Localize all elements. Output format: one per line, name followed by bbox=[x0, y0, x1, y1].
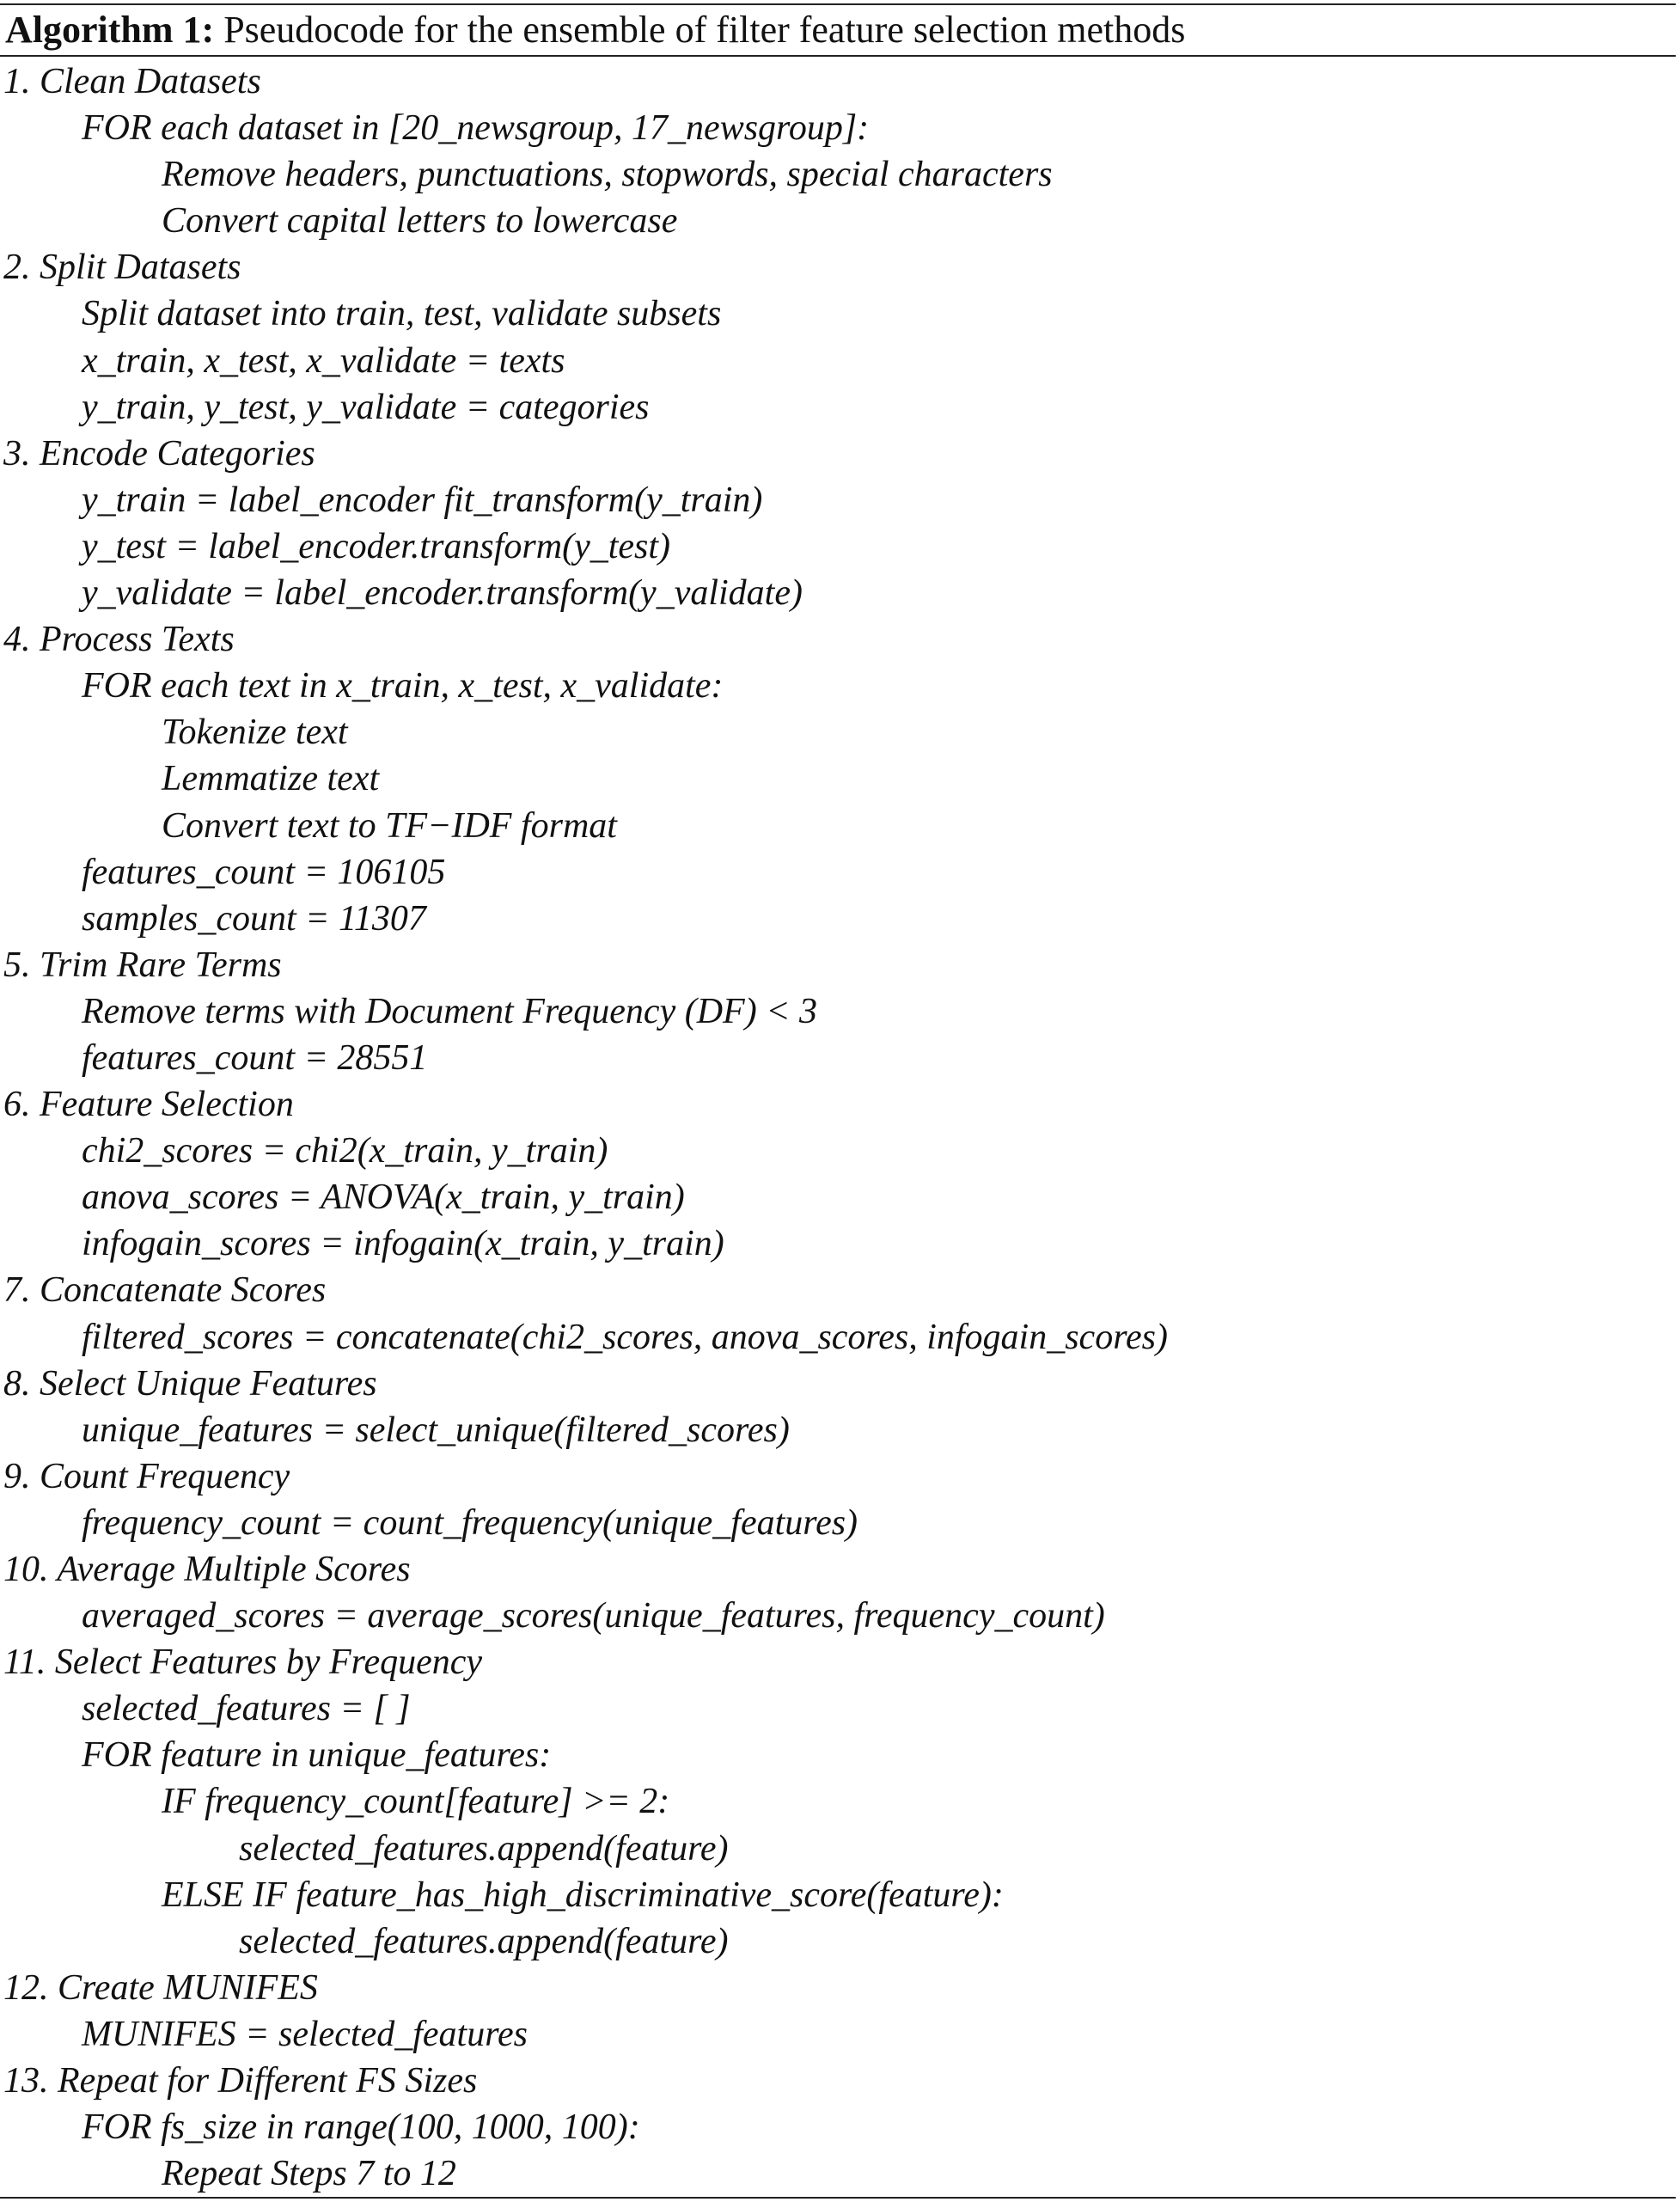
pseudocode-line: FOR feature in unique_features: bbox=[82, 1735, 552, 1776]
algorithm-caption bbox=[0, 5, 1680, 55]
pseudocode-line: Convert text to TF−IDF format bbox=[162, 805, 617, 846]
algorithm-box bbox=[0, 3, 1680, 2199]
pseudocode-line: frequency_count = count_frequency(unique_features) bbox=[82, 1502, 858, 1543]
pseudocode-line: y_train = label_encoder fit_transform(y_train) bbox=[82, 480, 763, 520]
pseudocode-line: y_test = label_encoder.transform(y_test) bbox=[82, 526, 671, 566]
algorithm-title: Pseudocode for the ensemble of filter feature selection methods bbox=[223, 9, 1186, 51]
pseudocode-step-heading: 12. Create MUNIFES bbox=[3, 1967, 318, 2008]
pseudocode-step-heading: 9. Count Frequency bbox=[3, 1456, 290, 1496]
pseudocode-line: unique_features = select_unique(filtered_scores) bbox=[82, 1410, 790, 1450]
bottom-rule bbox=[0, 2197, 1676, 2199]
pseudocode-line: features_count = 106105 bbox=[82, 852, 446, 892]
pseudocode-line: selected_features.append(feature) bbox=[239, 1828, 729, 1869]
pseudocode-step-heading: 7. Concatenate Scores bbox=[3, 1270, 327, 1311]
pseudocode-step-heading: 3. Encode Categories bbox=[3, 433, 315, 474]
pseudocode-line: Convert capital letters to lowercase bbox=[162, 201, 678, 242]
pseudocode-line: FOR each text in x_train, x_test, x_validate: bbox=[82, 666, 724, 706]
pseudocode-line: samples_count = 11307 bbox=[82, 898, 426, 939]
pseudocode-line: features_count = 28551 bbox=[82, 1037, 428, 1078]
pseudocode-line: FOR each dataset in [20_newsgroup, 17_newsgroup]: bbox=[82, 108, 870, 149]
algorithm-label: Algorithm 1: bbox=[5, 9, 215, 51]
pseudocode-line: Split dataset into train, test, validate subsets bbox=[82, 294, 722, 334]
pseudocode-step-heading: 10. Average Multiple Scores bbox=[3, 1550, 411, 1589]
pseudocode-step-heading: 4. Process Texts bbox=[3, 620, 235, 660]
pseudocode-step-heading: 8. Select Unique Features bbox=[3, 1363, 377, 1404]
pseudocode-line: Repeat Steps 7 to 12 bbox=[162, 2154, 456, 2194]
pseudocode-line: ELSE IF feature_has_high_discriminative_score(feature): bbox=[162, 1875, 1004, 1915]
pseudocode-line: filtered_scores = concatenate(chi2_scores, anova_scores, infogain_scores) bbox=[82, 1317, 1168, 1357]
pseudocode-step-heading: 1. Clean Datasets bbox=[3, 62, 261, 101]
pseudocode-step-heading: 2. Split Datasets bbox=[3, 248, 241, 288]
pseudocode-lines bbox=[0, 57, 1680, 2197]
pseudocode-line: FOR fs_size in range(100, 1000, 100): bbox=[82, 2107, 640, 2148]
pseudocode-step-heading: 13. Repeat for Different FS Sizes bbox=[3, 2061, 478, 2101]
pseudocode-line: averaged_scores = average_scores(unique_features, frequency_count) bbox=[82, 1596, 1105, 1636]
pseudocode-step-heading: 11. Select Features by Frequency bbox=[3, 1642, 483, 1683]
pseudocode-line: selected_features = [ ] bbox=[82, 1689, 411, 1729]
pseudocode-line: Tokenize text bbox=[162, 713, 348, 753]
pseudocode-line: y_train, y_test, y_validate = categories bbox=[82, 387, 650, 427]
pseudocode-line: anova_scores = ANOVA(x_train, y_train) bbox=[82, 1177, 685, 1218]
pseudocode-line: selected_features.append(feature) bbox=[239, 1921, 729, 1961]
pseudocode-line: y_validate = label_encoder.transform(y_validate) bbox=[82, 573, 803, 614]
pseudocode-line: MUNIFES = selected_features bbox=[82, 2014, 528, 2054]
pseudocode-line: IF frequency_count[feature] >= 2: bbox=[162, 1782, 670, 1822]
pseudocode-line: Remove headers, punctuations, stopwords, special characters bbox=[162, 155, 1053, 195]
pseudocode-line: chi2_scores = chi2(x_train, y_train) bbox=[82, 1131, 608, 1171]
pseudocode-step-heading: 5. Trim Rare Terms bbox=[3, 945, 282, 985]
pseudocode-line: Lemmatize text bbox=[162, 759, 380, 799]
pseudocode-line: x_train, x_test, x_validate = texts bbox=[82, 340, 565, 381]
pseudocode-step-heading: 6. Feature Selection bbox=[3, 1085, 294, 1125]
pseudocode-line: infogain_scores = infogain(x_train, y_train) bbox=[82, 1224, 724, 1264]
pseudocode-line: Remove terms with Document Frequency (DF) < 3 bbox=[82, 991, 818, 1031]
